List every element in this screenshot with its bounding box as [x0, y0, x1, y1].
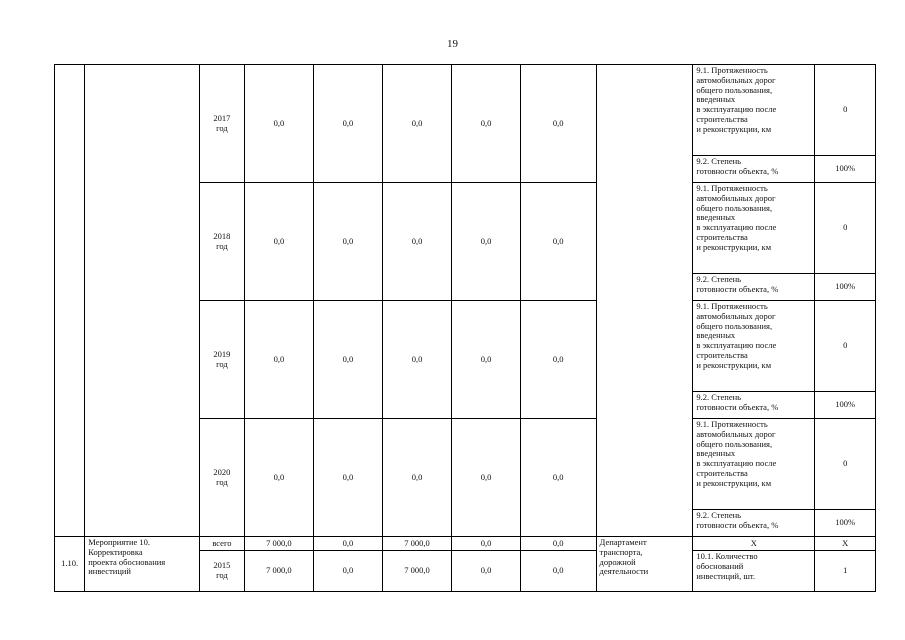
value-cell: 0,0 — [520, 183, 596, 301]
value-cell: 0,0 — [520, 419, 596, 537]
indicator-length-cell: 9.1. Протяженность автомобильных дорог общего пользования, введенных в эксплуатацию после строительства и реконструкции, км — [693, 183, 815, 274]
value-cell: 0,0 — [520, 551, 596, 592]
indicator-readiness-cell: 9.2. Степень готовности объекта, % — [693, 274, 815, 301]
indicator-value-cell: 0 — [815, 301, 876, 392]
executor-cell-empty — [596, 65, 693, 537]
value-cell: 7 000,0 — [244, 551, 314, 592]
indicator-length-cell: 9.1. Протяженность автомобильных дорог общего пользования, введенных в эксплуатацию после строительства и реконструкции, км — [693, 65, 815, 156]
value-cell: 0,0 — [382, 301, 452, 419]
value-cell: 0,0 — [244, 301, 314, 419]
x-mark-cell: Х — [693, 537, 815, 551]
value-cell: 7 000,0 — [244, 537, 314, 551]
value-cell: 0,0 — [452, 183, 521, 301]
value-cell: 0,0 — [314, 419, 383, 537]
value-cell: 0,0 — [244, 65, 314, 183]
budget-table — [54, 64, 876, 592]
value-cell: 0,0 — [520, 301, 596, 419]
year-cell: 2015 год — [200, 551, 244, 592]
indicator-length-cell: 9.1. Протяженность автомобильных дорог общего пользования, введенных в эксплуатацию после строительства и реконструкции, км — [693, 301, 815, 392]
value-cell: 0,0 — [452, 419, 521, 537]
page-number: 19 — [447, 38, 458, 50]
indicator-value-cell: 0 — [815, 183, 876, 274]
value-cell: 0,0 — [452, 65, 521, 183]
value-cell: 0,0 — [520, 537, 596, 551]
value-cell: 0,0 — [244, 419, 314, 537]
value-cell: 0,0 — [382, 183, 452, 301]
table-row — [55, 65, 876, 156]
x-mark-cell: Х — [815, 537, 876, 551]
total-label-cell: всего — [200, 537, 244, 551]
value-cell: 7 000,0 — [382, 551, 452, 592]
value-cell: 0,0 — [452, 537, 521, 551]
indicator-value-cell: 0 — [815, 419, 876, 510]
indicator-readiness-cell: 9.2. Степень готовности объекта, % — [693, 156, 815, 183]
indicator-value-cell: 100% — [815, 510, 876, 537]
value-cell: 7 000,0 — [382, 537, 452, 551]
value-cell: 0,0 — [382, 419, 452, 537]
item-number-cell: 1.10. — [55, 537, 85, 592]
indicator-readiness-cell: 9.2. Степень готовности объекта, % — [693, 392, 815, 419]
item-name-cell: Мероприятие 10. Корректировка проекта обоснования инвестиций — [85, 537, 200, 592]
year-cell: 2017 год — [200, 65, 244, 183]
indicator-readiness-cell: 9.2. Степень готовности объекта, % — [693, 510, 815, 537]
value-cell: 0,0 — [314, 183, 383, 301]
year-cell: 2018 год — [200, 183, 244, 301]
value-cell: 0,0 — [314, 551, 383, 592]
value-cell: 0,0 — [452, 551, 521, 592]
year-cell: 2019 год — [200, 301, 244, 419]
value-cell: 0,0 — [244, 183, 314, 301]
value-cell: 0,0 — [382, 65, 452, 183]
indicator-value-cell: 100% — [815, 156, 876, 183]
indicator-value-cell: 0 — [815, 65, 876, 156]
executor-cell: Департамент транспорта, дорожной деятельности — [596, 537, 693, 592]
year-cell: 2020 год — [200, 419, 244, 537]
table-row — [55, 537, 876, 551]
value-cell: 0,0 — [452, 301, 521, 419]
value-cell: 0,0 — [314, 537, 383, 551]
name-cell-empty — [85, 65, 200, 537]
indicator-value-cell: 100% — [815, 274, 876, 301]
value-cell: 0,0 — [314, 65, 383, 183]
indicator-value-cell: 100% — [815, 392, 876, 419]
value-cell: 0,0 — [520, 65, 596, 183]
number-cell-empty — [55, 65, 85, 537]
indicator-length-cell: 9.1. Протяженность автомобильных дорог общего пользования, введенных в эксплуатацию после строительства и реконструкции, км — [693, 419, 815, 510]
value-cell: 0,0 — [314, 301, 383, 419]
indicator-value-cell: 1 — [815, 551, 876, 592]
indicator-count-cell: 10.1. Количество обоснований инвестиций, шт. — [693, 551, 815, 592]
